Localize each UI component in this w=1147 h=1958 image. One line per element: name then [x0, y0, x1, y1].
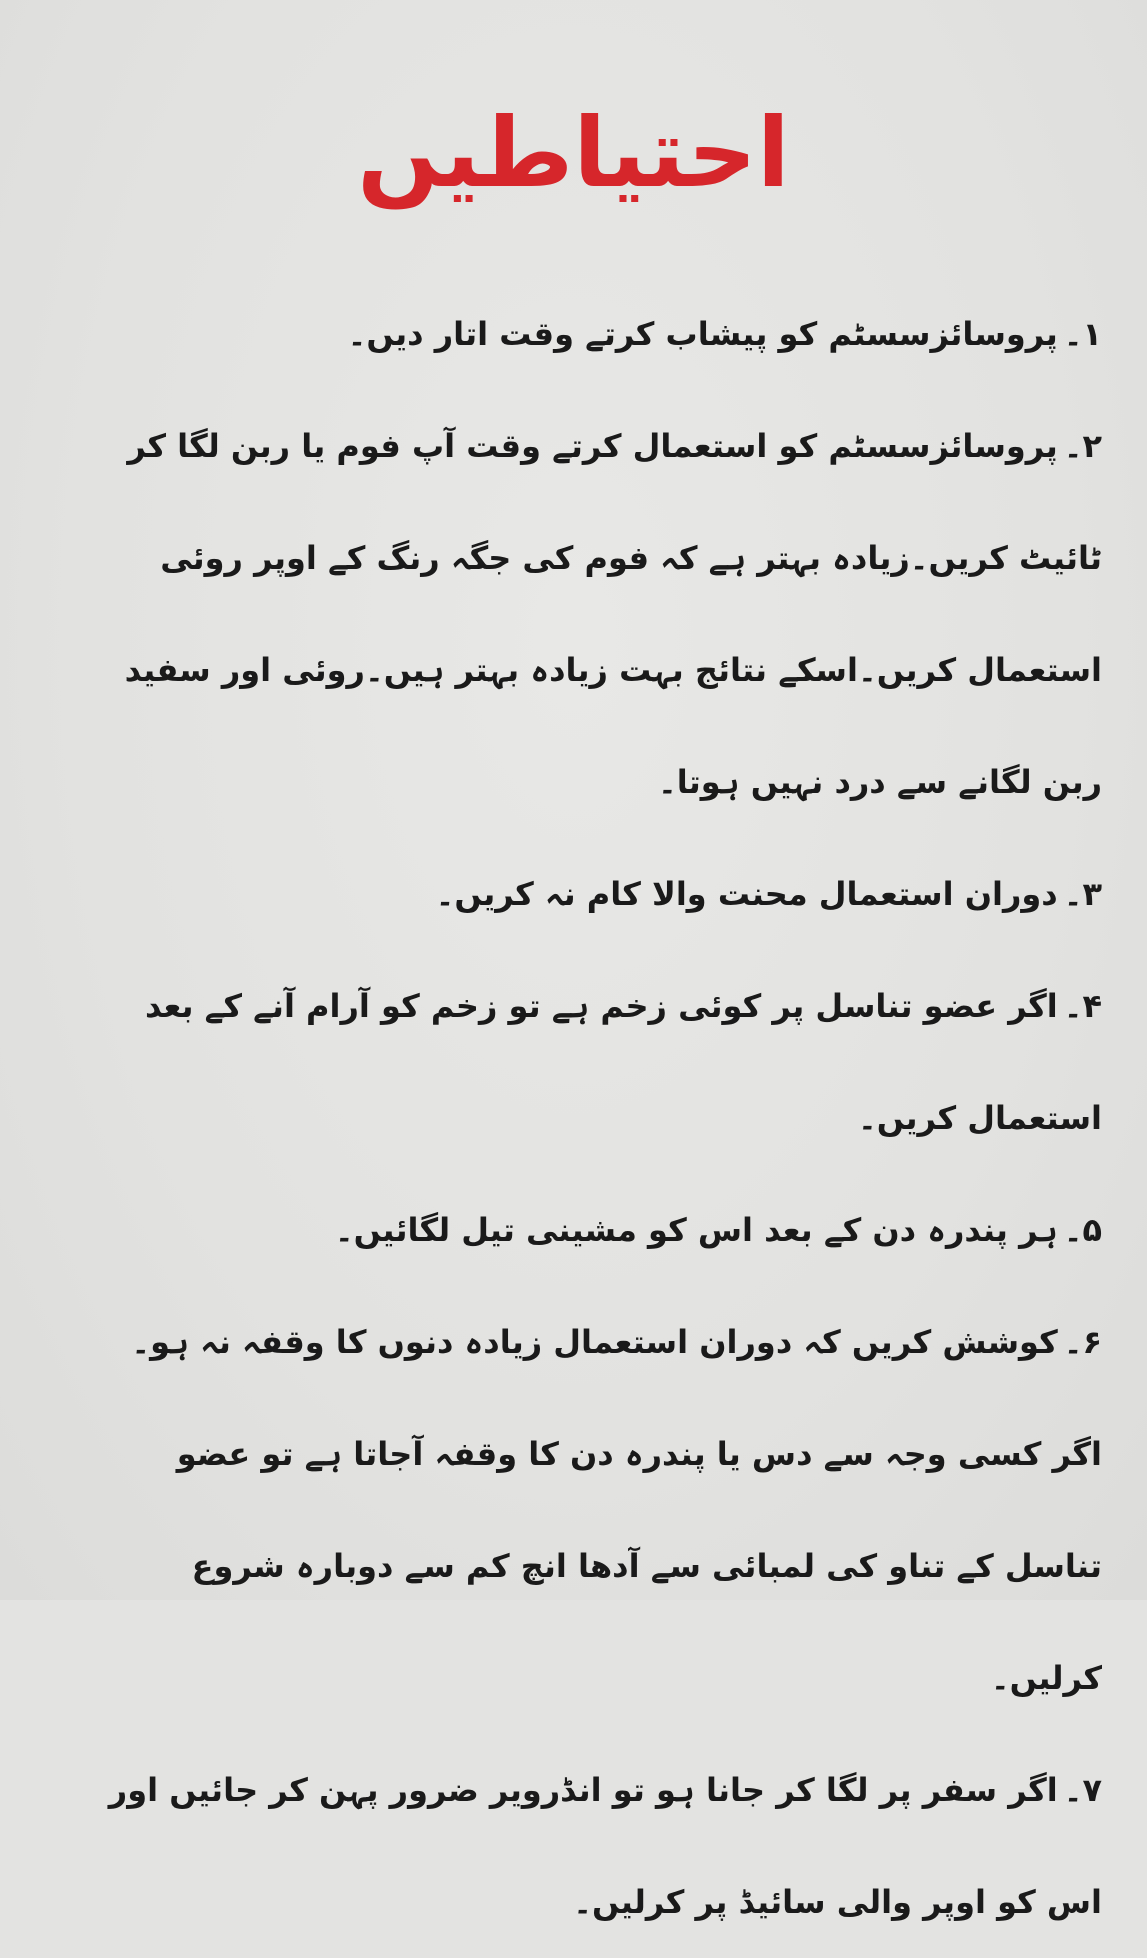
- list-item: [92, 838, 1102, 950]
- list-item: [92, 1734, 1102, 1958]
- item-number: ۲۔: [1063, 427, 1102, 465]
- item-number: ۷۔: [1063, 1771, 1102, 1809]
- list-item: [92, 1286, 1102, 1734]
- item-number: ۳۔: [1063, 875, 1102, 913]
- item-number: ۱۔: [1063, 315, 1102, 353]
- page-title: احتیاطیں: [357, 97, 790, 209]
- list-item: [92, 1174, 1102, 1286]
- item-text: دوران استعمال محنت والا کام نہ کریں۔: [435, 875, 1058, 913]
- item-number: ۵۔: [1063, 1211, 1102, 1249]
- item-text: پروسائزسسٹم کو استعمال کرتے وقت آپ فوم یا ربن لگا کر ٹائیٹ کریں۔زیادہ بہتر ہے کہ فوم کی جگہ رنگ کے اوپر روئی استعمال کریں۔اسکے نتائج بہت زیادہ بہتر ہیں۔روئی اور سفید ربن لگانے سے درد نہیں ہوتا۔: [124, 427, 1102, 801]
- list-item: [92, 278, 1102, 390]
- precautions-list: [92, 278, 1102, 1958]
- item-number: ۶۔: [1063, 1323, 1102, 1361]
- item-text: ہر پندرہ دن کے بعد اس کو مشینی تیل لگائیں۔: [334, 1211, 1058, 1249]
- item-text: اگر عضو تناسل پر کوئی زخم ہے تو زخم کو آرام آنے کے بعد استعمال کریں۔: [144, 987, 1102, 1137]
- list-item: [92, 950, 1102, 1174]
- item-text: پروسائزسسٹم کو پیشاب کرتے وقت اتار دیں۔: [347, 315, 1058, 353]
- list-item: [92, 390, 1102, 838]
- item-text: کوشش کریں کہ دوران استعمال زیادہ دنوں کا وقفہ نہ ہو۔اگر کسی وجہ سے دس یا پندرہ دن کا وقفہ آجاتا ہے تو عضو تناسل کے تناو کی لمبائی سے آدھا انچ کم سے دوبارہ شروع کرلیں۔: [131, 1323, 1102, 1697]
- item-text: اگر سفر پر لگا کر جانا ہو تو انڈرویر ضرور پہن کر جائیں اور اس کو اوپر والی سائیڈ پر کرلیں۔: [108, 1771, 1102, 1921]
- item-number: ۴۔: [1063, 987, 1102, 1025]
